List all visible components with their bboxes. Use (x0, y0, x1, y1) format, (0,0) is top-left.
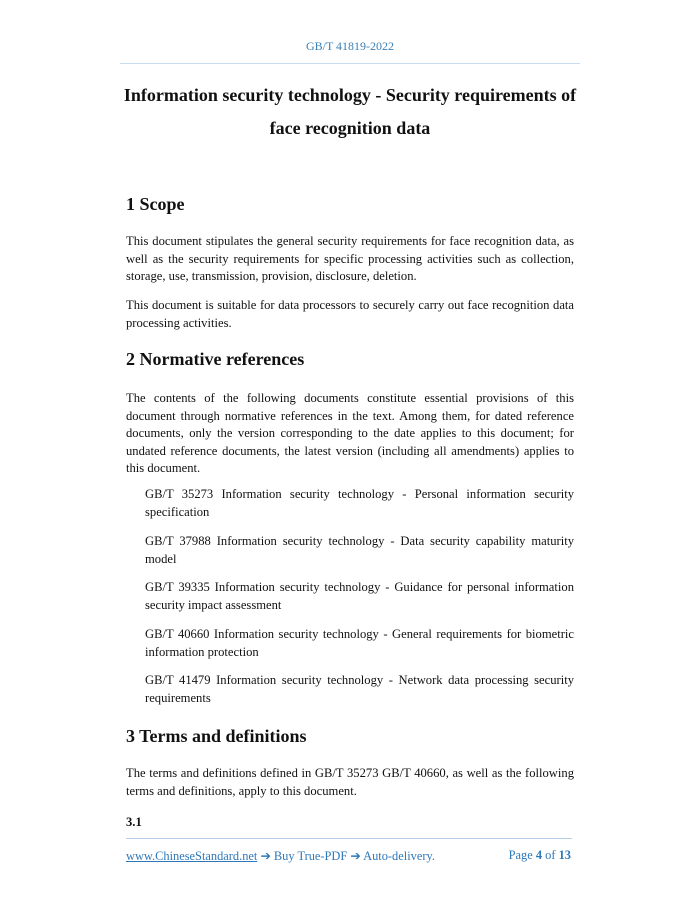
page-indicator (509, 848, 571, 863)
paragraph: The contents of the following documents constitute essential provisions of this document through normative references in the text. Among them, for dated reference documents, only the version corresponding to the date applies to this document; for undated reference documents, the latest version (including all amendments) applies to this document. (126, 391, 574, 475)
reference-item: GB/T 40660 Information security technology - General requirements for biometric information protection (145, 627, 574, 659)
page-total: 13 (558, 848, 571, 862)
footer-website-link[interactable]: www.ChineseStandard.net (126, 849, 258, 863)
reference-item: GB/T 37988 Information security technology - Data security capability maturity model (145, 534, 574, 566)
footer-promo-text: ➔ Buy True-PDF ➔ Auto-delivery. (257, 849, 435, 863)
section-heading-normative-references: 2 Normative references (126, 349, 305, 369)
header-divider (120, 63, 580, 64)
reference-item: GB/T 41479 Information security technology - Network data processing security requirements (145, 673, 574, 705)
section-heading-terms-definitions: 3 Terms and definitions (126, 726, 307, 746)
footer-promo (126, 848, 435, 864)
subsection-number: 3.1 (126, 815, 142, 829)
header-doc-id: GB/T 41819-2022 (305, 39, 395, 53)
of-label: of (545, 848, 556, 862)
page-number: 4 (535, 848, 543, 862)
document-title-line-2: face recognition data (269, 118, 431, 138)
document-title-line-1: Information security technology - Security requirements of (123, 85, 577, 105)
reference-item: GB/T 35273 Information security technology - Personal information security specification (145, 487, 574, 519)
section-heading-scope: 1 Scope (126, 194, 185, 214)
paragraph: This document stipulates the general security requirements for face recognition data, as well as the security requirements for specific processing activities such as collection, storage, use, transmission, provision, disclosure, deletion. (126, 234, 574, 283)
paragraph: The terms and definitions defined in GB/T 35273 GB/T 40660, as well as the following terms and definitions, apply to this document. (126, 766, 574, 798)
paragraph: This document is suitable for data processors to securely carry out face recognition data processing activities. (126, 298, 574, 330)
page-label: Page (508, 848, 533, 862)
reference-item: GB/T 39335 Information security technology - Guidance for personal information security impact assessment (145, 580, 574, 612)
footer-divider (126, 838, 572, 839)
